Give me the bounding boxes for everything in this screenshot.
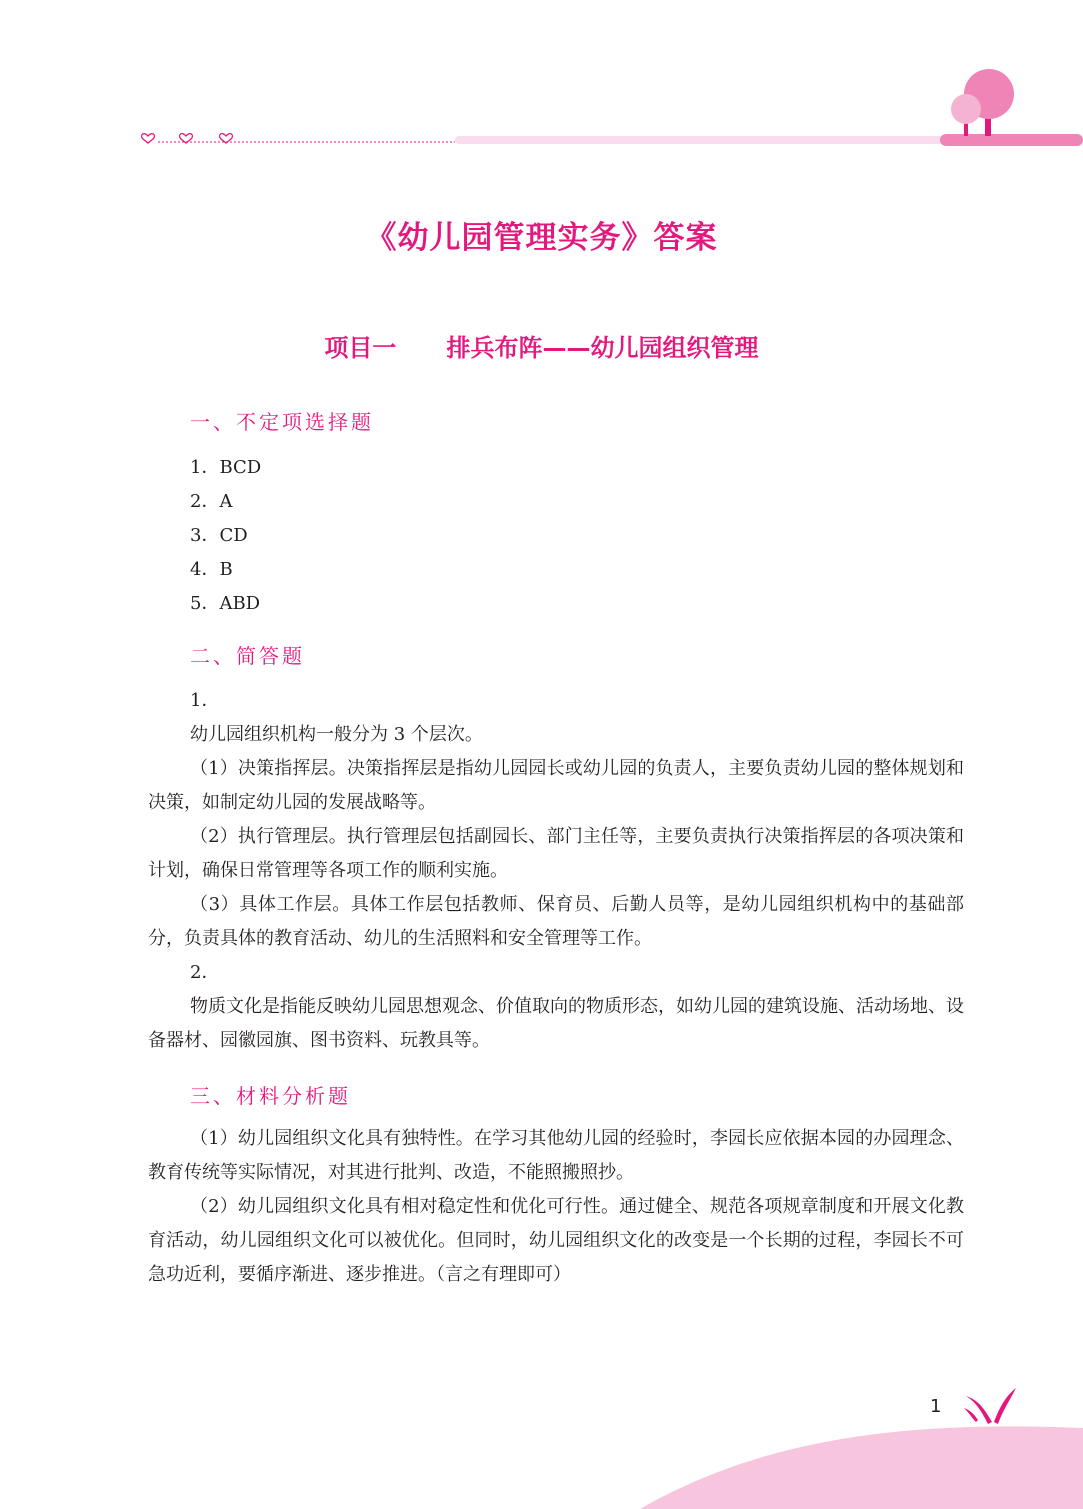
paragraph: （3）具体工作层。具体工作层包括教师、保育员、后勤人员等，是幼儿园组织机构中的基础部分，负责具体的教育活动、幼儿的生活照料和安全管理等工作。 [148,894,964,949]
paragraph: （1）决策指挥层。决策指挥层是指幼儿园园长或幼儿园的负责人，主要负责幼儿园的整体规划和决策，如制定幼儿园的发展战略等。 [148,758,964,813]
answer-item: 3．CD [190,525,248,546]
footer-decoration [0,1370,1083,1509]
footer-wave [640,1426,1083,1509]
tree-icon [951,69,1014,136]
paragraph: （2）幼儿园组织文化具有相对稳定性和优化可行性。通过健全、规范各项规章制度和开展文化教育活动，幼儿园组织文化可以被优化。但同时，幼儿园组织文化的改变是一个长期的过程，李园长不可急功近利，要循序渐进、逐步推进。（言之有理即可） [148,1196,964,1285]
question-number: 1． [190,690,220,711]
paragraph: 物质文化是指能反映幼儿园思想观念、价值取向的物质形态，如幼儿园的建筑设施、活动场地、设备器材、园徽园旗、图书资料、玩教具等。 [148,996,964,1051]
project-heading: 项目一 排兵布阵——幼儿园组织管理 [324,334,759,362]
answer-item: 2．A [190,491,233,512]
section-heading-material-analysis: 三、材料分析题 [190,1084,351,1108]
paragraph: （1）幼儿园组织文化具有独特性。在学习其他幼儿园的经验时，李园长应依据本园的办园理念、教育传统等实际情况，对其进行批判、改造，不能照搬照抄。 [148,1128,964,1183]
answer-item: 4．B [190,559,233,580]
section-heading-choice: 一、不定项选择题 [190,410,374,434]
question-number: 2． [190,962,220,983]
sprout-icon [964,1388,1016,1424]
page-number: 1 [930,1396,942,1417]
paragraph: （2）执行管理层。执行管理层包括副园长、部门主任等，主要负责执行决策指挥层的各项决策和计划，确保日常管理等各项工作的顺利实施。 [148,826,964,881]
document-title: 《幼儿园管理实务》答案 [365,220,718,256]
paragraph: 幼儿园组织机构一般分为 3 个层次。 [190,724,483,745]
heart-icon [142,134,155,143]
header-bar-accent [940,134,1083,146]
answer-item: 5．ABD [190,593,261,614]
answer-item: 1．BCD [190,457,262,478]
header-decoration [0,0,1083,160]
section-heading-short-answer: 二、简答题 [190,644,305,668]
